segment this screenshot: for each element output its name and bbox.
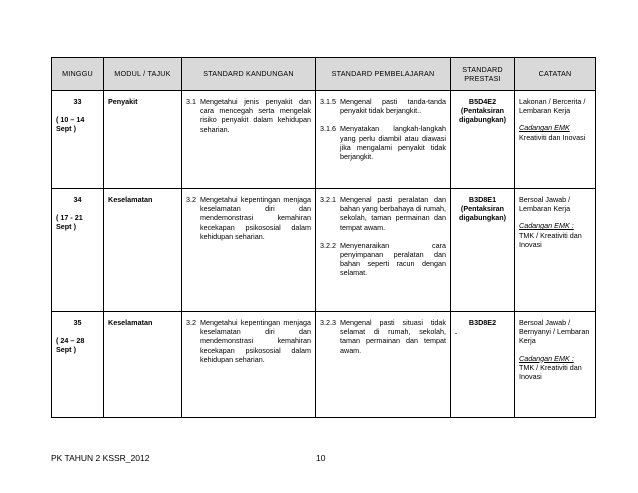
pembelajaran-code: 3.1.6 — [320, 124, 336, 134]
week-number: 33 — [73, 97, 82, 106]
cell-minggu — [52, 91, 104, 189]
pembelajaran-code: 3.1.5 — [320, 97, 336, 106]
catatan-emk-label: Cadangan EMK : — [519, 221, 574, 231]
curriculum-table — [51, 57, 596, 418]
pembelajaran-code: 3.2.2 — [320, 240, 336, 250]
prestasi-code: B3D8E1 — [468, 195, 497, 204]
cell-prestasi — [451, 312, 515, 418]
week-date: ( 17 - 21 Sept ) — [56, 213, 83, 232]
catatan-emk-label: Cadangan EMK — [519, 123, 570, 133]
catatan-emk-text: TMK / Kreativiti dan Inovasi — [519, 362, 582, 382]
cell-catatan — [515, 189, 596, 312]
week-date: ( 10 – 14 Sept ) — [56, 115, 85, 134]
cell-catatan — [515, 91, 596, 189]
prestasi-note: . — [455, 327, 457, 337]
kandungan-text: Mengetahui jenis penyakit dan cara mencegah serta mengelak risiko penyakit dalam kehidupan seharian. — [200, 97, 311, 134]
catatan-emk-text: TMK / Kreativiti dan Inovasi — [519, 230, 582, 249]
pembelajaran-code: 3.2.3 — [320, 318, 336, 327]
kandungan-code: 3.2 — [186, 318, 196, 327]
cell-kandungan — [182, 189, 316, 312]
pembelajaran-text: Mengenal pasti peralatan dan bahan yang berbahaya di rumah, sekolah, taman permainan dan tempat awam. — [340, 195, 446, 232]
kandungan-code: 3.2 — [186, 195, 196, 204]
cell-catatan — [515, 312, 596, 418]
cell-kandungan — [182, 312, 316, 418]
cell-pembelajaran — [316, 312, 451, 418]
pembelajaran-text: Menyatakan langkah-langkah yang perlu diambil atau diawasi jika mengalami penyakit tidak berjangkit. — [340, 124, 446, 162]
header-catatan: CATATAN — [515, 58, 596, 91]
catatan-activity: Bersoal Jawab / Lembaran Kerja — [519, 195, 571, 214]
page-number: 10 — [316, 453, 326, 463]
kandungan-text: Mengetahui kepentingan menjaga keselamatan diri dan mendemonstrasi kemahiran kecekapan psikososial dalam kehidupan seharian. — [200, 195, 311, 241]
cell-modul: Keselamatan — [104, 312, 182, 418]
cell-modul: Penyakit — [104, 91, 182, 189]
header-minggu: MINGGU — [52, 58, 104, 91]
cell-modul: Keselamatan — [104, 189, 182, 312]
cell-prestasi — [451, 91, 515, 189]
catatan-emk-label: Cadangan EMK : — [519, 353, 574, 363]
header-modul: MODUL / TAJUK — [104, 58, 182, 91]
week-date: ( 24 – 28 Sept ) — [56, 336, 85, 355]
catatan-activity: Bersoal Jawab / Bernyanyi / Lembaran Kerja — [519, 318, 590, 346]
catatan-emk-text: Kreativiti dan Inovasi — [519, 132, 586, 142]
prestasi-note: (Pentaksiran digabungkan) — [458, 106, 507, 125]
week-number: 35 — [73, 318, 82, 327]
cell-minggu — [52, 189, 104, 312]
pembelajaran-code: 3.2.1 — [320, 195, 336, 204]
header-kandungan: STANDARD KANDUNGAN — [182, 58, 316, 91]
kandungan-text: Mengetahui kepentingan menjaga keselamatan diri dan mendemonstrasi kemahiran kecekapan psikososial dalam kehidupan seharian. — [200, 318, 311, 364]
week-number: 34 — [73, 195, 82, 204]
kandungan-code: 3.1 — [186, 97, 196, 106]
prestasi-code: B5D4E2 — [468, 97, 497, 106]
table-row — [52, 312, 596, 418]
cell-prestasi — [451, 189, 515, 312]
cell-kandungan — [182, 91, 316, 189]
cell-pembelajaran — [316, 91, 451, 189]
pembelajaran-text: Mengenal pasti situasi tidak selamat di rumah, sekolah, taman permainan dan tempat awam. — [340, 318, 446, 355]
table-row — [52, 91, 596, 189]
pembelajaran-text: Mengenal pasti tanda-tanda penyakit tidak berjangkit.. — [340, 97, 446, 116]
footer-document-label: PK TAHUN 2 KSSR_2012 — [51, 453, 150, 463]
table-row — [52, 189, 596, 312]
prestasi-code: B3D8E2 — [468, 318, 497, 327]
header-prestasi: STANDARD PRESTASI — [451, 58, 515, 91]
cell-minggu — [52, 312, 104, 418]
catatan-activity: Lakonan / Bercerita / Lembaran Kerja — [519, 97, 586, 116]
table-header-row — [52, 58, 596, 91]
header-pembelajaran: STANDARD PEMBELAJARAN — [316, 58, 451, 91]
prestasi-note: (Pentaksiran digabungkan) — [458, 204, 507, 223]
pembelajaran-text: Menyenaraikan cara penyimpanan peralatan dan bahan seperti racun dengan selamat. — [340, 240, 446, 278]
cell-pembelajaran — [316, 189, 451, 312]
